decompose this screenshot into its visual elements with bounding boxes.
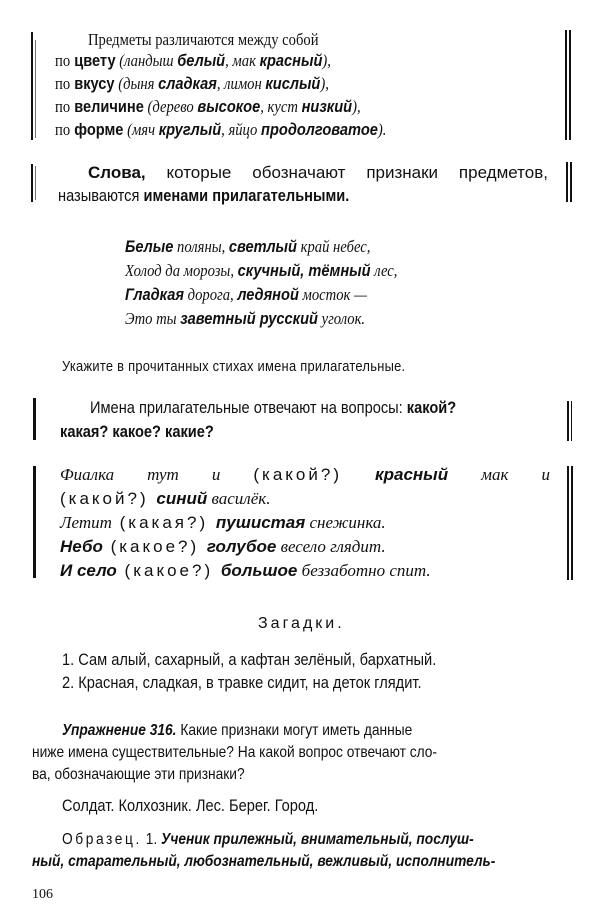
rule-marker-right-2 bbox=[569, 30, 571, 140]
rule-1-row: по цвету (ландыш белый, мак красный), bbox=[55, 51, 331, 70]
rule-3-line-1: Имена прилагательные отвечают на вопросы: какой? bbox=[90, 398, 457, 417]
riddle-item: 2. Красная, сладкая, в травке сидит, на деток глядит. bbox=[62, 673, 422, 692]
rule-marker-left-thin bbox=[35, 40, 36, 138]
rule-1-intro: Предметы различаются между собой bbox=[88, 30, 319, 49]
poem-1-line: Белые поляны, светлый край небес, bbox=[125, 237, 371, 256]
rule-marker-left bbox=[33, 398, 36, 440]
rule-marker-left bbox=[31, 32, 33, 140]
rule-3-line-2: какая? какое? какие? bbox=[60, 422, 214, 441]
example-marker-right bbox=[567, 466, 569, 580]
rule-marker-right-2 bbox=[570, 162, 572, 202]
poem-2-line: (какой?) синий василёк. bbox=[60, 489, 271, 508]
rule-1-row: по величине (дерево высокое, куст низкий), bbox=[55, 97, 361, 116]
rule-2-line-2: называются именами прилагательными. bbox=[58, 186, 350, 205]
example-marker-right-2 bbox=[571, 466, 573, 580]
poem-1-line: Холод да морозы, скучный, тёмный лес, bbox=[125, 261, 398, 280]
poem-2-line: Фиалка тут и (какой?) красный мак и bbox=[60, 465, 550, 484]
rule-marker-right-2 bbox=[571, 401, 572, 441]
rule-marker-right bbox=[567, 401, 569, 441]
task-instruction: Укажите в прочитанных стихах имена прилагательные. bbox=[62, 358, 406, 375]
rule-1-row: по форме (мяч круглый, яйцо продолговатое). bbox=[55, 120, 387, 139]
rule-1-row: по вкусу (дыня сладкая, лимон кислый), bbox=[55, 74, 329, 93]
exercise-line: ва, обозначающие эти признаки? bbox=[32, 766, 245, 783]
rule-marker-left bbox=[31, 164, 33, 202]
exercise-sample: Образец. 1. Ученик прилежный, внимательный, послуш- bbox=[62, 831, 474, 848]
exercise-line: ниже имена существительные? На какой вопрос отвечают сло- bbox=[32, 744, 438, 761]
poem-2-line: И село (какое?) большое беззаботно спит. bbox=[60, 561, 431, 580]
riddle-item: 1. Сам алый, сахарный, а кафтан зелёный, бархатный. bbox=[62, 650, 437, 669]
page-number: 106 bbox=[32, 887, 53, 902]
exercise-sample: ный, старательный, любознательный, вежливый, исполнитель- bbox=[32, 853, 496, 870]
example-marker-left bbox=[33, 466, 36, 578]
rule-2-line-1: Слова, которые обозначают признаки предметов, bbox=[88, 163, 548, 182]
exercise-line: Упражнение 316. Какие признаки могут иметь данные bbox=[62, 722, 413, 739]
poem-1-line: Это ты заветный русский уголок. bbox=[125, 309, 366, 328]
poem-2-line: Летит (какая?) пушистая снежинка. bbox=[60, 513, 386, 532]
rule-marker-right bbox=[566, 162, 568, 202]
poem-2-line: Небо (какое?) голубое весело глядит. bbox=[60, 537, 386, 556]
rule-marker-left-thin bbox=[35, 166, 36, 200]
rule-marker-right bbox=[565, 30, 567, 140]
riddles-title: Загадки. bbox=[258, 615, 345, 632]
poem-1-line: Гладкая дорога, ледяной мосток — bbox=[125, 285, 368, 304]
exercise-nouns: Солдат. Колхозник. Лес. Берег. Город. bbox=[62, 796, 319, 815]
